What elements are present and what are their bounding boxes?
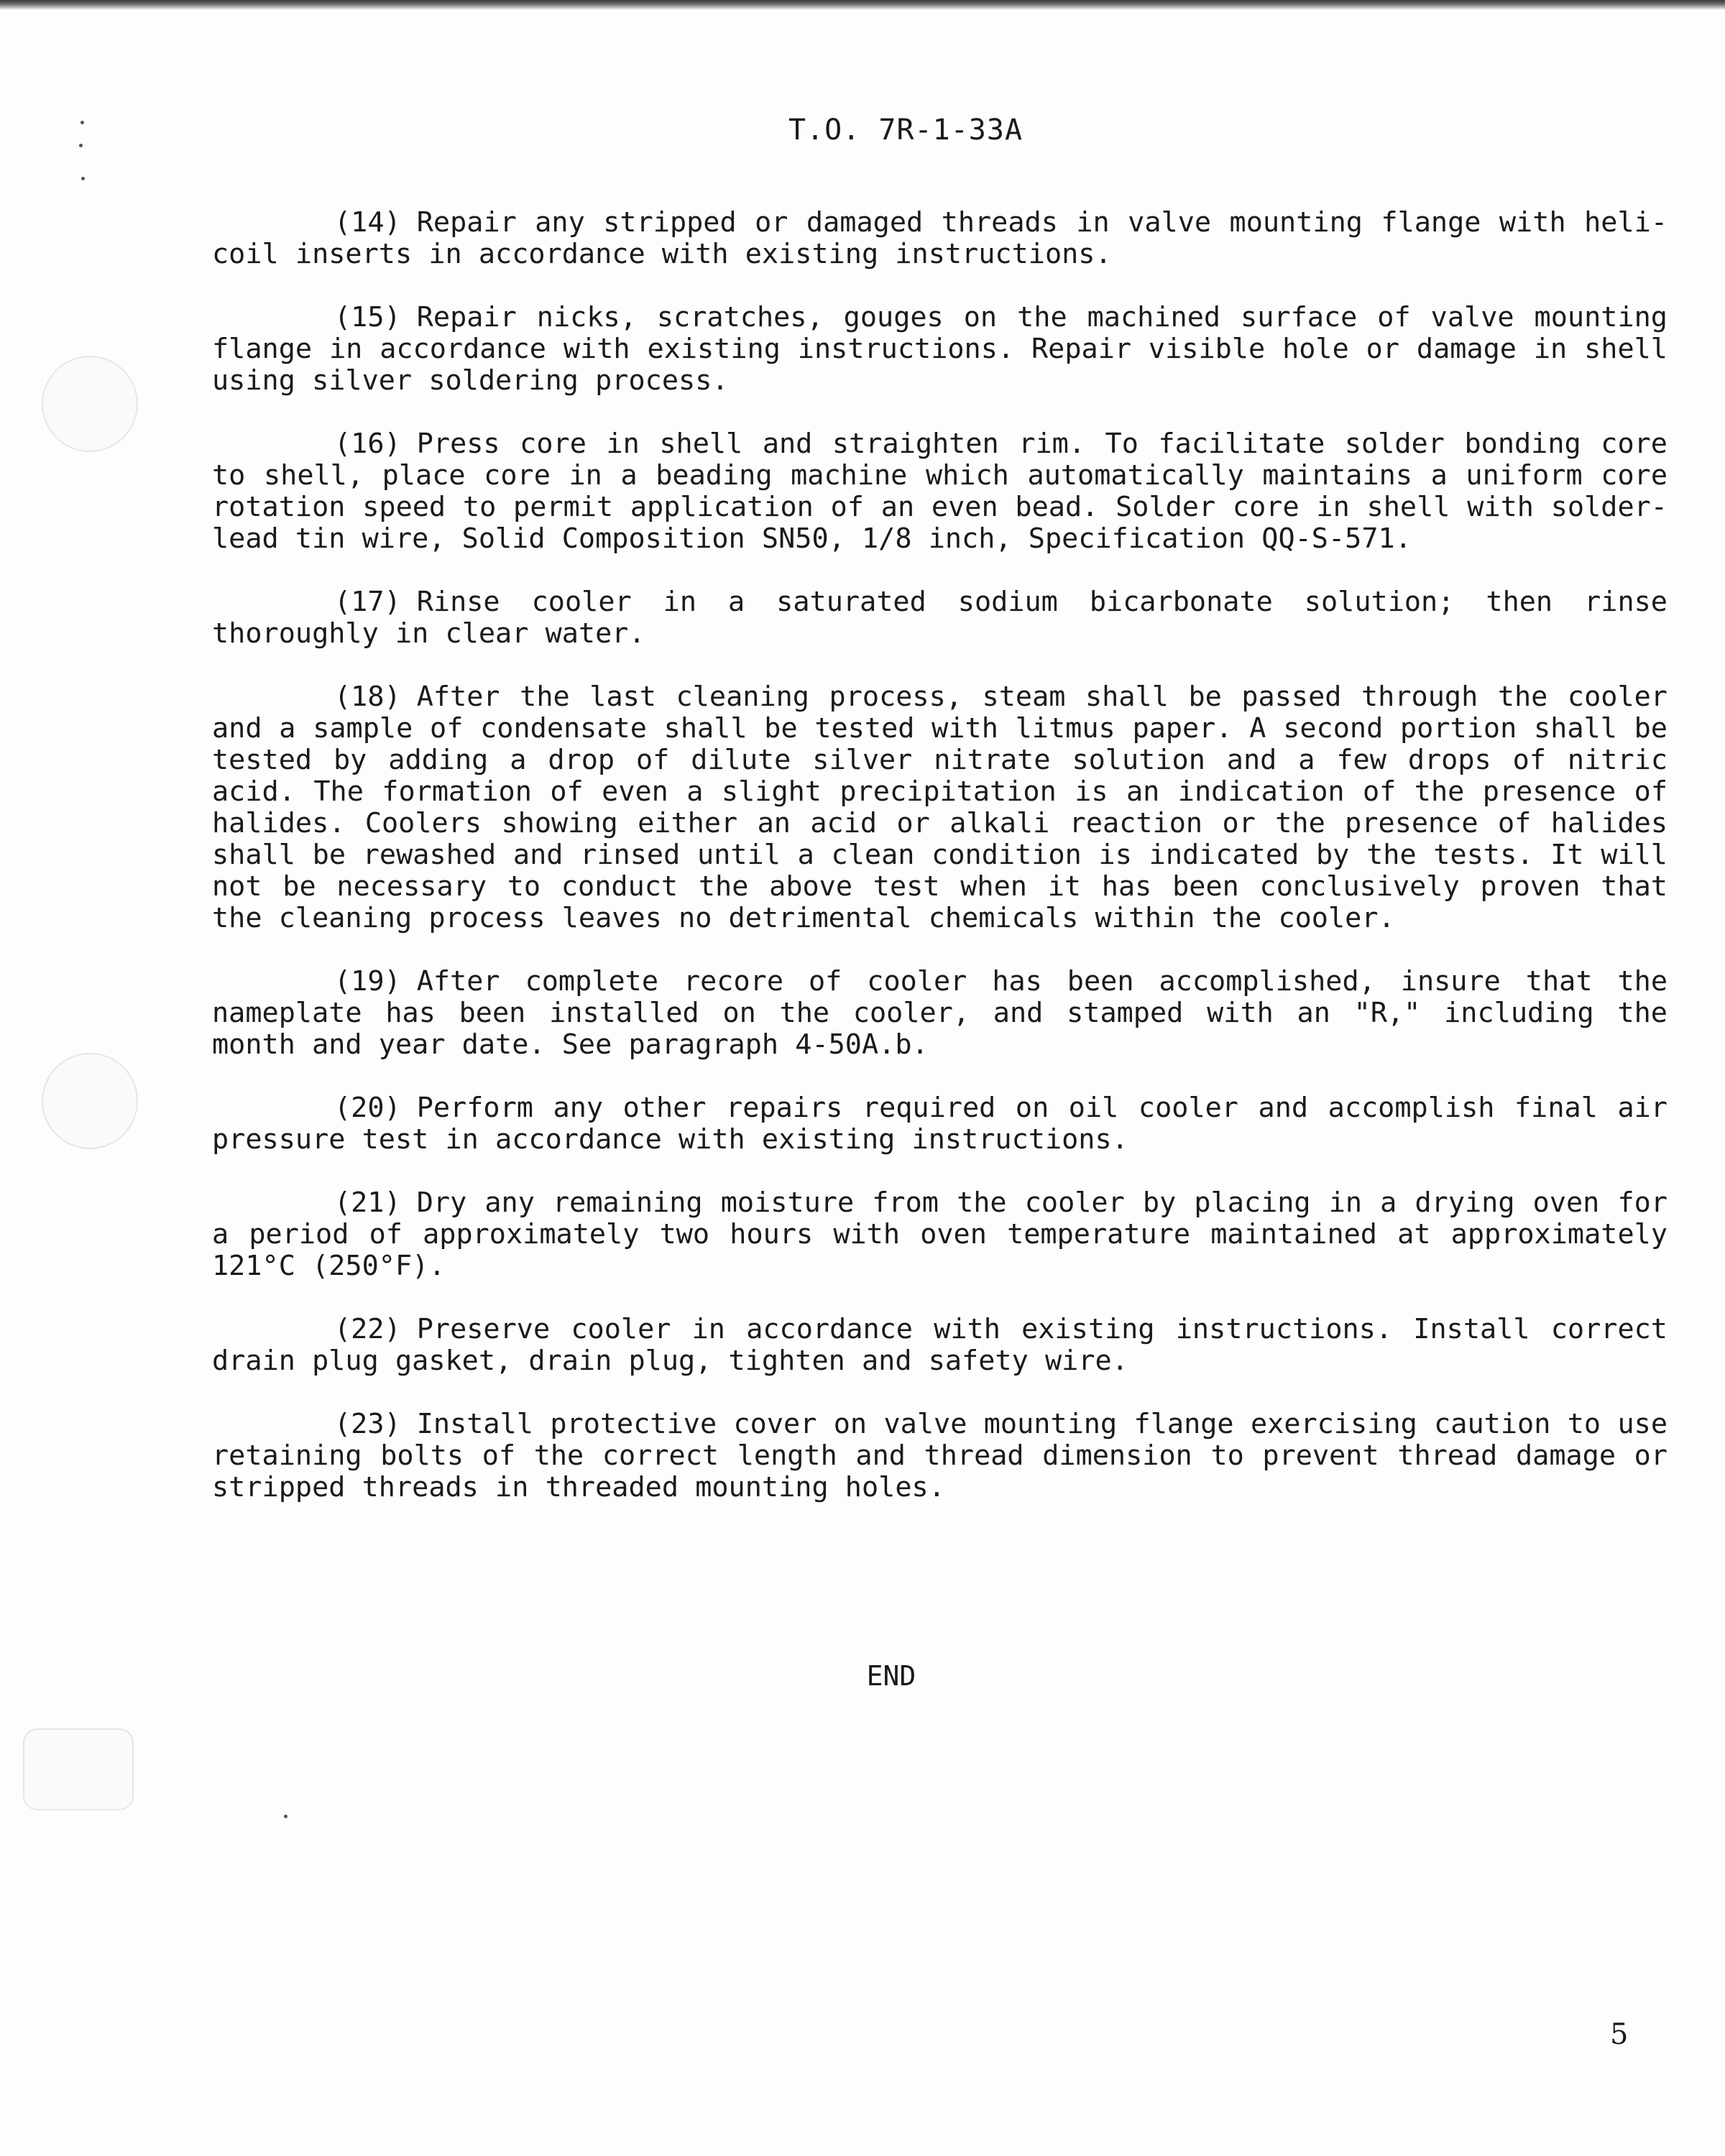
paragraph-number: (16) [334,428,401,460]
page-top-edge [0,0,1725,10]
paragraph-15 [212,302,1668,397]
scan-speck [81,177,85,180]
document-body [212,207,1668,1535]
paragraph-19 [212,966,1668,1061]
paragraph-22 [212,1314,1668,1377]
paragraph-23 [212,1409,1668,1503]
paragraph-text: Perform any other repairs required on oil cooler and accomplish final air pressure test in accordance with existing instructions. [212,1092,1668,1156]
paragraph-text: Repair any stripped or damaged threads in valve mounting flange with heli-coil inserts in accordance with existing instructions. [212,206,1668,270]
paragraph-number: (21) [334,1187,401,1219]
binder-hole [23,1728,134,1810]
paragraph-text: Press core in shell and straighten rim. To facilitate solder bonding core to shell, place core in a beading machine which automatically maintains a uniform core rotation speed to permit application of an even bead. Solder core in shell with solder-lead tin wire, Solid Composition SN50, 1/8 inch, Specification QQ-S-571. [212,428,1668,555]
document-header [0,114,1725,147]
paragraph-number: (19) [334,965,401,998]
paragraph-18 [212,681,1668,934]
paragraph-17 [212,586,1668,650]
paragraph-text: Dry any remaining moisture from the cooler by placing in a drying oven for a period of approximately two hours with oven temperature maintained at approximately 121°C (250°F). [212,1187,1668,1282]
paragraph-14 [212,207,1668,270]
paragraph-number: (20) [334,1092,401,1124]
technical-order-number: T.O. 7R-1-33A [788,114,1024,147]
paragraph-number: (23) [334,1408,401,1440]
paragraph-21 [212,1187,1668,1282]
paragraph-number: (18) [334,681,401,713]
end-text: END [866,1660,916,1692]
paragraph-text: After complete recore of cooler has been accomplished, insure that the nameplate has been installed on the cooler, and stamped with an "R," including the month and year date. See paragraph 4-50A.b. [212,965,1668,1061]
paragraph-text: Repair nicks, scratches, gouges on the machined surface of valve mounting flange in accordance with existing instructions. Repair visible hole or damage in shell using silver soldering process. [212,301,1668,397]
paragraph-20 [212,1092,1668,1156]
paragraph-text: Rinse cooler in a saturated sodium bicarbonate solution; then rinse thoroughly in clear water. [212,586,1668,650]
binder-hole [42,1053,138,1149]
page-number: 5 [1610,2018,1629,2051]
scan-speck [284,1815,288,1818]
paragraph-text: After the last cleaning process, steam shall be passed through the cooler and a sample of condensate shall be tested with litmus paper. A second portion shall be tested by adding a drop of dilute silver nitrate solution and a few drops of nitric acid. The formation of even a slight precipitation is an indication of the presence of halides. Coolers showing either an acid or alkali reaction or the presence of halides shall be rewashed and rinsed until a clean condition is indicated by the tests. It will not be necessary to conduct the above test when it has been conclusively proven that the cleaning process leaves no detrimental chemicals within the cooler. [212,681,1668,934]
end-marker [0,1660,1725,1692]
binder-hole [42,356,138,452]
paragraph-text: Install protective cover on valve mounting flange exercising caution to use retaining bolts of the correct length and thread dimension to prevent thread damage or stripped threads in threaded mounting holes. [212,1408,1668,1503]
paragraph-16 [212,428,1668,555]
paragraph-number: (15) [334,301,401,333]
paragraph-number: (14) [334,206,401,239]
paragraph-text: Preserve cooler in accordance with existing instructions. Install correct drain plug gasket, drain plug, tighten and safety wire. [212,1313,1668,1377]
paragraph-number: (22) [334,1313,401,1345]
paragraph-number: (17) [334,586,401,618]
